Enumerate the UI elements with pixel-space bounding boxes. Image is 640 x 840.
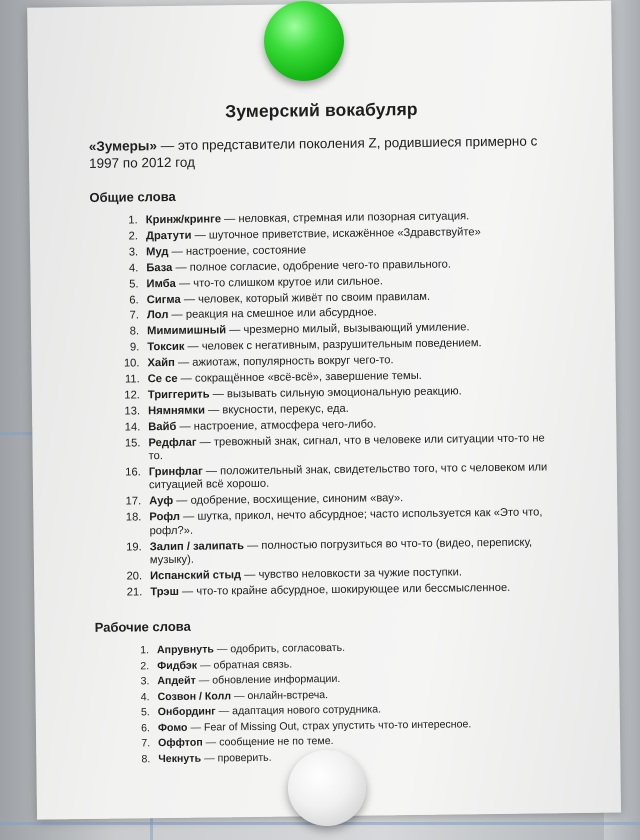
- item-term: Хайп: [147, 357, 175, 370]
- item-term: Нямнямки: [147, 404, 206, 418]
- item-definition: — одобрить, согласовать.: [213, 642, 346, 656]
- item-number: 5.: [140, 706, 150, 719]
- item-number: 2.: [128, 230, 139, 243]
- item-term: Имба: [146, 277, 176, 290]
- intro-term: «Зумеры»: [88, 138, 158, 154]
- item-number: 20.: [126, 570, 143, 583]
- item-definition: — онлайн-встреча.: [230, 688, 329, 702]
- intro-paragraph: [89, 132, 557, 172]
- item-definition: — чувство неловкости за чужие поступки.: [241, 566, 462, 581]
- vocabulary-sheet: [27, 1, 621, 820]
- item-definition: — чрезмерно милый, вызывающий умиление.: [226, 321, 470, 337]
- item-term: Редфлаг: [148, 436, 197, 449]
- item-number: 10.: [123, 357, 140, 370]
- work-words-heading: Рабочие слова: [94, 618, 191, 636]
- work-words-list: [93, 639, 564, 766]
- item-definition: — полное согласие, одобрение чего-то правильного.: [172, 258, 452, 274]
- item-definition: — шуточное приветствие, искажённое «Здравствуйте»: [191, 226, 481, 242]
- sheet-content: [86, 97, 564, 786]
- item-number: 8.: [129, 325, 140, 338]
- list-item: [92, 536, 562, 569]
- item-definition: — Fear of Missing Out, страх упустить что-то интересное.: [187, 717, 472, 734]
- item-term: Ауф: [149, 495, 174, 508]
- item-definition: — полностью погрузиться во что-то (видео, переписку, музыку).: [149, 536, 533, 567]
- item-term: Лол: [146, 309, 169, 322]
- item-number: 1.: [140, 644, 150, 657]
- item-term: Трэш: [150, 585, 179, 598]
- item-term: Вайб: [148, 420, 177, 434]
- general-words-heading: Общие слова: [89, 188, 176, 205]
- list-item: [91, 461, 561, 494]
- item-number: 1.: [128, 214, 138, 227]
- item-number: 3.: [140, 675, 150, 688]
- item-term: Фомо: [157, 721, 188, 734]
- item-definition: — тревожный знак, сигнал, что в человеке или ситуации что-то не то.: [148, 432, 545, 463]
- item-term: Оффтоп: [158, 736, 203, 750]
- item-term: Онбординг: [157, 705, 216, 719]
- item-term: Муд: [146, 245, 169, 259]
- item-number: 9.: [129, 341, 140, 354]
- item-definition: — обратная связь.: [196, 658, 293, 672]
- item-number: 18.: [125, 511, 142, 524]
- item-definition: — настроение, состояние: [168, 244, 307, 258]
- item-term: Фидбэк: [157, 659, 198, 672]
- item-definition: — сокращённое «всё-всё», завершение темы.: [177, 369, 422, 385]
- item-term: Се се: [147, 372, 178, 386]
- item-definition: — шутка, прикол, нечто абсурдное; часто используется как «Это что, рофл?».: [149, 506, 543, 537]
- item-definition: — сообщение не по теме.: [202, 735, 334, 749]
- item-number: 7.: [141, 737, 151, 750]
- list-item: [90, 432, 560, 465]
- item-number: 13.: [124, 405, 141, 418]
- item-term: Испанский стыд: [150, 568, 242, 583]
- item-number: 17.: [125, 495, 142, 508]
- item-number: 14.: [124, 421, 141, 434]
- item-term: Апрувнуть: [156, 643, 214, 657]
- item-definition: — положительный знак, свидетельство того, что с человеком или ситуацией всё хорошо.: [148, 461, 548, 492]
- item-number: 5.: [129, 277, 139, 291]
- item-term: Триггерить: [147, 388, 210, 402]
- item-number: 6.: [129, 293, 139, 306]
- list-item: [91, 506, 561, 539]
- item-definition: — реакция на смешное или абсурдное.: [168, 306, 377, 322]
- item-term: Чекнуть: [158, 752, 202, 765]
- item-term: Сигма: [146, 293, 181, 306]
- green-magnet: [264, 1, 344, 81]
- item-number: 8.: [141, 752, 151, 766]
- item-term: Апдейт: [157, 674, 196, 688]
- item-term: Кринж/кринге: [145, 213, 222, 227]
- page-title: Зумерский вокабуляр: [225, 98, 418, 122]
- item-term: Созвон / Колл: [157, 689, 232, 703]
- item-number: 6.: [141, 721, 151, 735]
- item-term: Токсик: [147, 341, 185, 354]
- item-number: 11.: [124, 373, 140, 386]
- general-words-list: [88, 209, 563, 600]
- item-term: Залип / залипать: [149, 539, 245, 553]
- item-term: Гринфлаг: [148, 465, 203, 479]
- item-definition: — вызывать сильную эмоциональную реакцию.: [209, 385, 462, 401]
- item-definition: — ажиотаж, популярность вокруг чего-то.: [174, 354, 394, 370]
- item-number: 19.: [126, 540, 142, 554]
- item-number: 2.: [140, 659, 150, 673]
- item-number: 4.: [128, 262, 139, 275]
- item-definition: — человек с негативным, разрушительным поведением.: [184, 337, 482, 354]
- item-definition: — одобрение, восхищение, синоним «вау».: [173, 492, 404, 508]
- item-definition: — вкусности, перекус, еда.: [204, 402, 349, 417]
- item-definition: — человек, который живёт по своим правилам.: [180, 290, 431, 306]
- item-number: 21.: [126, 586, 143, 599]
- item-definition: — адаптация нового сотрудника.: [215, 703, 382, 718]
- item-term: Рофл: [149, 511, 181, 524]
- item-number: 15.: [124, 437, 141, 450]
- intro-text: — это представители поколения Z, родившиеся примерно с 1997 по 2012 год: [88, 133, 538, 171]
- item-definition: — что-то крайне абсурдное, шокирующее или бессмысленное.: [178, 581, 511, 598]
- item-number: 16.: [125, 466, 141, 479]
- board-grid-line: [0, 432, 34, 435]
- list-item: [92, 581, 562, 600]
- item-number: 4.: [140, 690, 150, 704]
- item-definition: — что-то слишком крутое или сильное.: [175, 274, 383, 290]
- item-number: 7.: [129, 309, 139, 322]
- item-term: Дратути: [145, 229, 192, 243]
- item-number: 12.: [124, 389, 140, 402]
- item-definition: — настроение, атмосфера чего-либо.: [176, 418, 377, 433]
- item-definition: — проверить.: [201, 751, 272, 765]
- white-magnet: [288, 750, 366, 826]
- item-definition: — обновление информации.: [195, 673, 341, 687]
- item-term: Мимимишный: [147, 324, 227, 338]
- item-term: База: [146, 261, 173, 274]
- item-definition: — неловкая, стремная или позорная ситуация.: [220, 210, 470, 226]
- item-number: 3.: [128, 246, 139, 259]
